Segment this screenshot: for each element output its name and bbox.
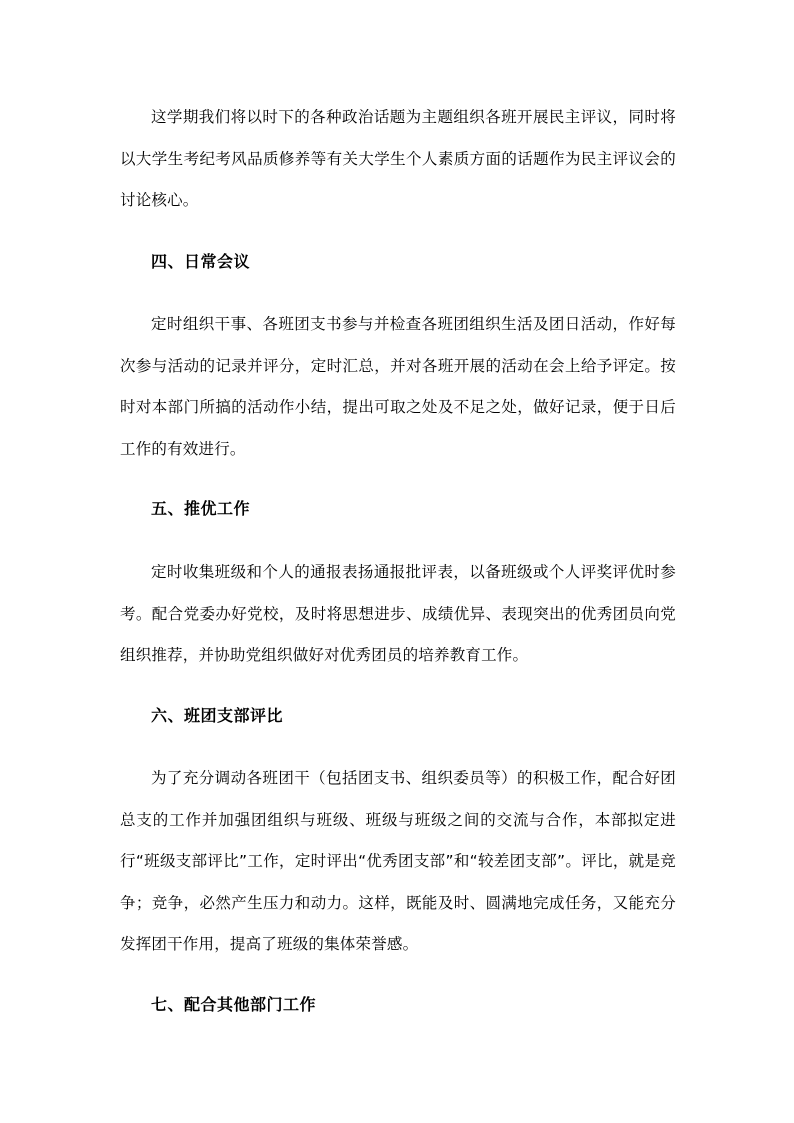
paragraph-democratic-review: 这学期我们将以时下的各种政治话题为主题组织各班开展民主评议，同时将以大学生考纪考风品质修养等有关大学生个人素质方面的话题作为民主评议会的讨论核心。 [120,108,676,209]
heading-cooperate-other-departments: 七、配合其他部门工作 [151,995,317,1014]
paragraph-daily-meetings: 定时组织干事、各班团支书参与并检查各班团组织生活及团日活动，作好每次参与活动的记录并评分，定时汇总，并对各班开展的活动在会上给予评定。按时对本部门所搞的活动作小结，提出可取之处及不足之处，做好记录，便于日后工作的有效进行。 [120,315,676,458]
heading-daily-meetings: 四、日常会议 [151,252,251,271]
heading-recommend-excellent: 五、推优工作 [151,499,251,518]
paragraph-recommend-excellent: 定时收集班级和个人的通报表扬通报批评表，以备班级或个人评奖评优时参考。配合党委办好党校，及时将思想进步、成绩优异、表现突出的优秀团员向党组织推荐，并协助党组织做好对优秀团员的培养教育工作。 [120,563,676,664]
heading-branch-evaluation: 六、班团支部评比 [151,706,284,725]
paragraph-branch-evaluation: 为了充分调动各班团干（包括团支书、组织委员等）的积极工作，配合好团总支的工作并加强团组织与班级、班级与班级之间的交流与合作，本部拟定进行“班级支部评比”工作，定时评出“优秀团支部”和“较差团支部”。评比，就是竞争；竞争，必然产生压力和动力。这样，既能及时、圆满地完成任务，又能充分发挥团干作用，提高了班级的集体荣誉感。 [120,769,676,953]
